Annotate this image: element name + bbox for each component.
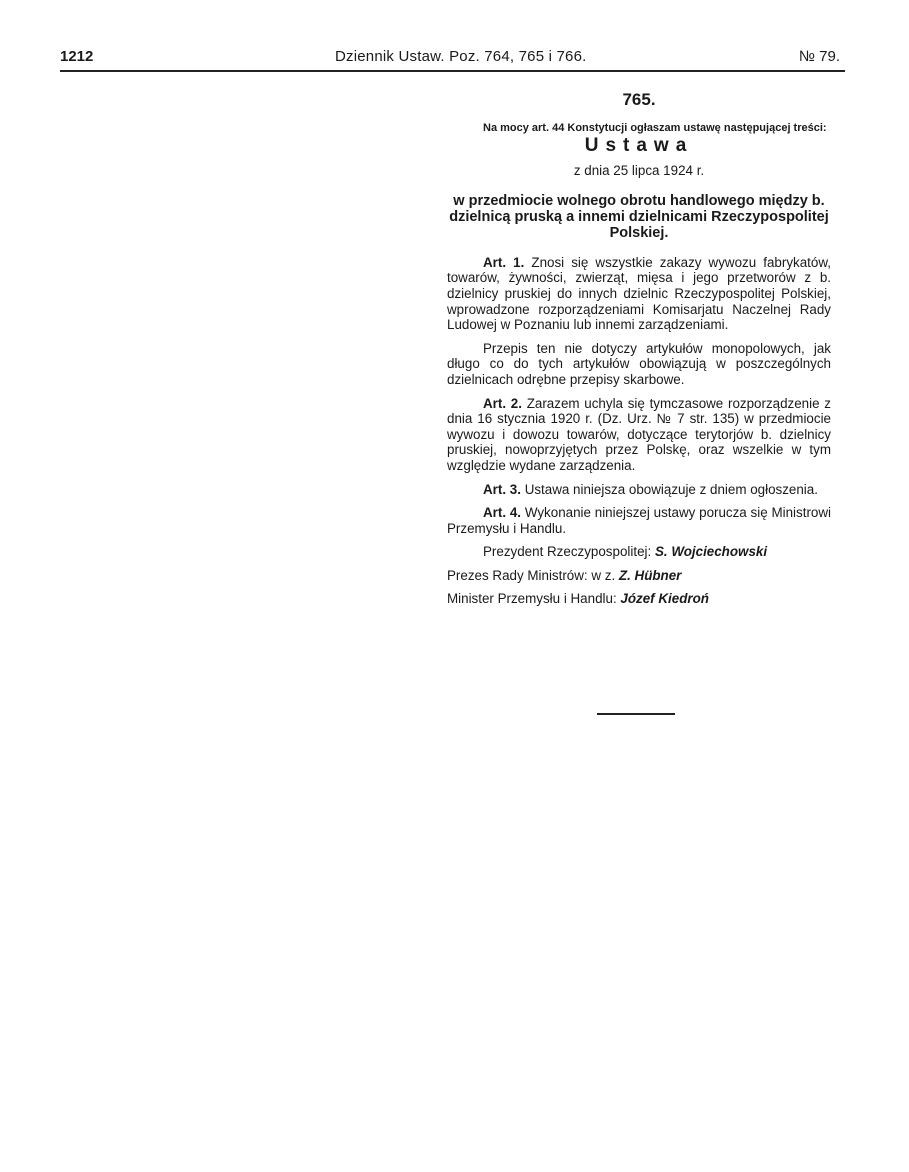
article-label: Art. 3. (483, 481, 521, 497)
signature-prime-minister (447, 568, 831, 584)
signature-role: Prezydent Rzeczypospolitej: (483, 544, 652, 560)
article-1 (447, 255, 831, 333)
article-text: Ustawa niniejsza obowiązuje z dniem ogłoszenia. (524, 481, 818, 497)
article-text: Znosi się wszystkie zakazy wywozu fabrykatów, towarów, żywności, zwierząt, mięsa i jego przetworów z b. dzielnicy pruskiej do innych dzielnic Rzeczypospolitej Polskiej, wprowadzone rozporządzeniami Komisarjatu Naczelnej Rady Ludowej w Poznaniu lub innemi zarządzeniami. (447, 254, 831, 333)
article-label: Art. 1. (483, 254, 525, 270)
page-header (60, 44, 840, 68)
signature-role: Prezes Rady Ministrów: w z. (447, 567, 616, 583)
promulgation-intro: Na mocy art. 44 Konstytucji ogłaszam ustawę następującej treści: (483, 121, 827, 134)
page-number: 1212 (60, 48, 94, 65)
article-label: Art. 4. (483, 505, 522, 521)
signature-president (447, 544, 831, 560)
signature-name: S. Wojciechowski (654, 544, 768, 560)
closing-divider (597, 713, 675, 715)
article-1-continuation: Przepis ten nie dotyczy artykułów monopolowych, jak długo co do tych artykułów obowiązują w poszczególnych dzielnicach odrębne przepisy skarbowe. (447, 340, 831, 387)
article-2 (447, 396, 831, 474)
document-column (447, 92, 831, 615)
article-text: Wykonanie niniejszej ustawy porucza się Ministrowi Przemysłu i Handlu. (447, 505, 831, 536)
journal-title: Dziennik Ustaw. Poz. 764, 765 i 766. (335, 48, 587, 65)
header-divider (60, 70, 845, 72)
signature-role: Minister Przemysłu i Handlu: (447, 591, 617, 607)
signature-name: Z. Hübner (618, 567, 682, 583)
signature-minister (447, 591, 831, 607)
article-4 (447, 505, 831, 536)
article-3 (447, 482, 831, 498)
document-date: z dnia 25 lipca 1924 r. (573, 163, 705, 179)
signature-name: Józef Kiedroń (620, 591, 709, 607)
article-label: Art. 2. (483, 395, 522, 411)
article-text: Zarazem uchyla się tymczasowe rozporządzenie z dnia 16 stycznia 1920 r. (Dz. Urz. № 7 str. 135) w przedmiocie wywozu i dowozu towarów, dotyczące terytorjów b. dzielnicy pruskiej, nowoprzyjętych przez Polskę, oraz wszelkie w tym względzie wydane zarządzenia. (447, 395, 831, 473)
document-subject: w przedmiocie wolnego obrotu handlowego między b. dzielnicą pruską a innemi dzielnicami Rzeczypospolitej Polskiej. (449, 192, 829, 241)
document-title: Ustawa (584, 134, 694, 156)
position-number: 765. (622, 90, 656, 109)
issue-number: № 79. (798, 48, 840, 65)
